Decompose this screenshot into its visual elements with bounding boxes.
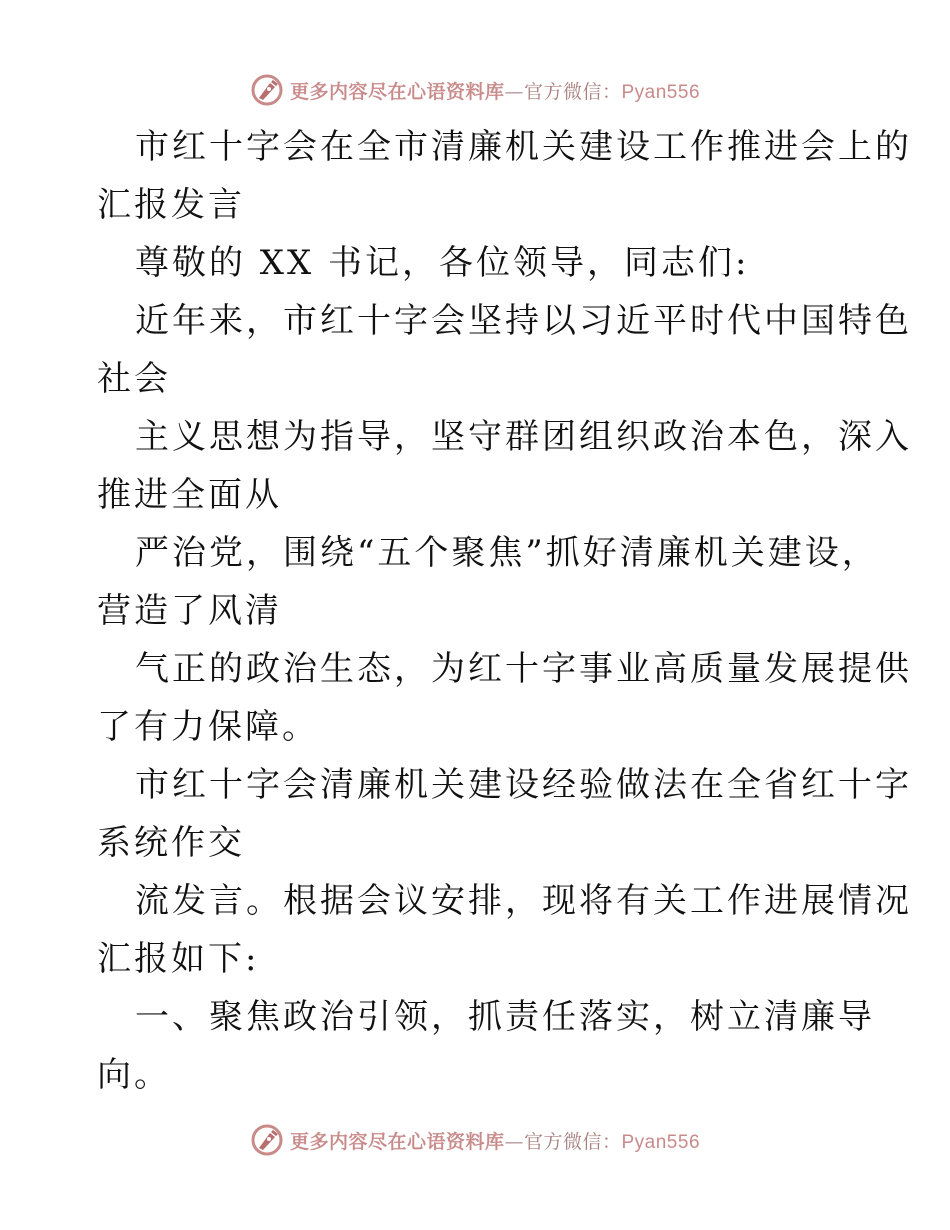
- pen-nib-logo-icon: [250, 73, 284, 107]
- paragraph-1-line-2: 社会: [97, 359, 171, 399]
- paragraph-3-line-1: 严治党，围绕“五个聚焦”抓好清廉机关建设，: [135, 533, 879, 573]
- document-title-line-1: 市红十字会在全市清廉机关建设工作推进会上的: [135, 127, 912, 167]
- document-title-line-2: 汇报发言: [97, 185, 245, 225]
- watermark-wechat-id: Pyan556: [621, 1131, 701, 1153]
- paragraph-2-line-1: 主义思想为指导，坚守群团组织政治本色，深入: [135, 417, 912, 457]
- paragraph-6-line-1: 流发言。根据会议安排，现将有关工作进展情况: [135, 881, 912, 921]
- paragraph-5-line-1: 市红十字会清廉机关建设经验做法在全省红十字: [135, 765, 912, 805]
- pen-nib-logo-icon: [250, 1123, 284, 1157]
- paragraph-6-line-2: 汇报如下:: [97, 939, 260, 979]
- watermark-main-text: 更多内容尽在心语资料库: [289, 1130, 505, 1153]
- paragraph-4-line-1: 气正的政治生态，为红十字事业高质量发展提供: [135, 649, 912, 689]
- section-heading-1-line-2: 向。: [97, 1055, 171, 1095]
- paragraph-4-line-2: 了有力保障。: [97, 707, 319, 747]
- paragraph-2-line-2: 推进全面从: [97, 475, 282, 515]
- watermark-wechat-label: 官方微信：: [523, 1130, 622, 1153]
- watermark-dash: —: [504, 80, 524, 103]
- watermark-dash: —: [504, 1130, 524, 1153]
- watermark-wechat-id: Pyan556: [621, 81, 701, 103]
- footer-watermark: [0, 1120, 950, 1160]
- paragraph-1-line-1: 近年来，市红十字会坚持以习近平时代中国特色: [135, 301, 912, 341]
- watermark-main-text: 更多内容尽在心语资料库: [289, 80, 505, 103]
- salutation: 尊敬的 XX 书记，各位领导，同志们:: [135, 243, 750, 283]
- header-watermark: [0, 70, 950, 110]
- paragraph-5-line-2: 系统作交: [97, 823, 245, 863]
- watermark-wechat-label: 官方微信：: [523, 80, 622, 103]
- paragraph-3-line-2: 营造了风清: [97, 591, 282, 631]
- section-heading-1-line-1: 一、聚焦政治引领，抓责任落实，树立清廉导: [135, 997, 875, 1037]
- document-body: [97, 118, 912, 1104]
